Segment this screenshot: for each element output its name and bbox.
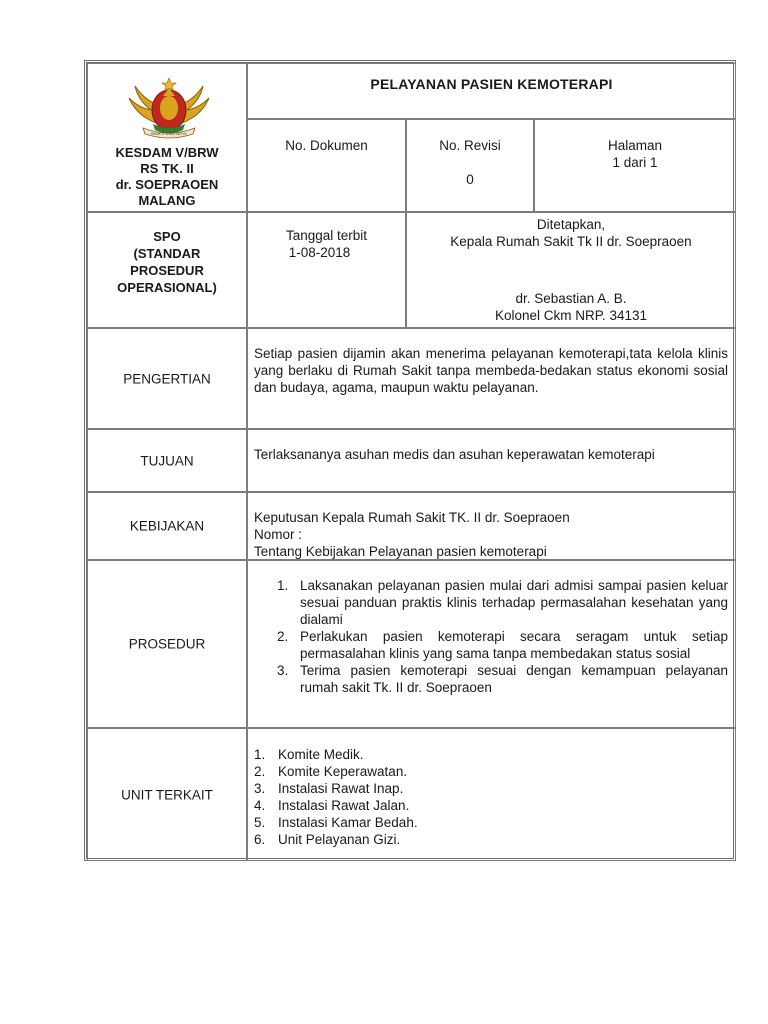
document-title-cell (247, 63, 736, 119)
unit-terkait-label-cell (87, 728, 247, 861)
ditetapkan-cell (406, 212, 736, 328)
tanggal-terbit-label: Tanggal terbit (285, 228, 368, 243)
no-dokumen-cell (247, 119, 406, 212)
prosedur-item (254, 577, 728, 628)
unit-item-text: Unit Pelayanan Gizi. (278, 832, 401, 847)
spo-line-4: OPERASIONAL) (117, 280, 217, 295)
spo-line-2: (STANDAR (133, 246, 201, 261)
unit-item-text: Instalasi Rawat Jalan. (278, 798, 410, 813)
unit-item-text: Instalasi Kamar Bedah. (278, 815, 418, 830)
kebijakan-text (254, 509, 728, 560)
spo-line-1: SPO (153, 229, 181, 244)
jabatan-text: Kepala Rumah Sakit Tk II dr. Soepraoen (450, 234, 692, 249)
tanggal-terbit-cell (247, 212, 406, 328)
unit-item (254, 780, 728, 797)
tujuan-label: TUJUAN (140, 453, 194, 468)
org-line-3: dr. SOEPRAOEN (115, 177, 219, 192)
prosedur-item-number: 2. (277, 629, 289, 644)
spo-title (88, 228, 246, 296)
kebijakan-line-2: Nomor : (254, 527, 303, 542)
unit-item-number: 4. (254, 798, 266, 813)
prosedur-item-text: Laksanakan pelayanan pasien mulai dari admisi sampai pasien keluar sesuai panduan praktis klinis terhadap permasalahan kesehatan yang dialami (300, 578, 728, 627)
unit-item-number: 6. (254, 832, 266, 847)
unit-item-text: Komite Medik. (278, 747, 364, 762)
prosedur-item-number: 1. (277, 578, 289, 593)
unit-item (254, 814, 728, 831)
logo-motto-text: BHAKTI WIRA SATYA (151, 132, 187, 136)
tanggal-terbit-value: 1-08-2018 (288, 245, 351, 260)
halaman-value: 1 dari 1 (612, 155, 658, 170)
ditetapkan-label: Ditetapkan, (536, 217, 606, 232)
no-dokumen-label: No. Dokumen (285, 138, 368, 153)
kebijakan-label-cell (87, 492, 247, 560)
tujuan-label-cell (87, 429, 247, 492)
no-revisi-cell (406, 119, 534, 212)
unit-item-number: 3. (254, 781, 266, 796)
unit-item (254, 746, 728, 763)
unit-terkait-label: UNIT TERKAIT (121, 787, 213, 802)
prosedur-item-number: 3. (277, 663, 289, 678)
kebijakan-line-1: Keputusan Kepala Rumah Sakit TK. II dr. Soepraoen (254, 510, 570, 525)
tujuan-text: Terlaksananya asuhan medis dan asuhan keperawatan kemoterapi (254, 447, 655, 462)
unit-item (254, 763, 728, 780)
pengertian-label: PENGERTIAN (123, 371, 211, 386)
unit-item (254, 831, 728, 848)
unit-item (254, 797, 728, 814)
prosedur-item-text: Perlakukan pasien kemoterapi secara seragam untuk setiap permasalahan klinis yang sama tanpa membedakan status sosial (300, 629, 728, 661)
no-revisi-value: 0 (466, 172, 474, 187)
prosedur-item (254, 662, 728, 696)
kesdam-emblem-icon (123, 76, 215, 140)
unit-item-number: 5. (254, 815, 266, 830)
penandatangan-pangkat: Kolonel Ckm NRP. 34131 (494, 308, 648, 323)
header-logo-cell (87, 63, 247, 212)
halaman-cell (534, 119, 736, 212)
kebijakan-line-3: Tentang Kebijakan Pelayanan pasien kemoterapi (254, 544, 547, 559)
tujuan-content-cell (247, 429, 736, 492)
spo-document-table (84, 60, 736, 861)
pengertian-content-cell (247, 328, 736, 429)
prosedur-item-text: Terima pasien kemoterapi sesuai dengan kemampuan pelayanan rumah sakit Tk. II dr. Soepraoen (300, 663, 728, 695)
kebijakan-label: KEBIJAKAN (129, 518, 205, 534)
pengertian-text: Setiap pasien dijamin akan menerima pelayanan kemoterapi,tata kelola klinis yang berlaku di Rumah Sakit tanpa membeda-bedakan status ekonomi sosial dan budaya, agama, maupun waktu pelayanan. (254, 346, 728, 395)
pengertian-label-cell (87, 328, 247, 429)
spo-line-3: PROSEDUR (130, 263, 204, 278)
prosedur-list (254, 577, 728, 696)
unit-item-text: Instalasi Rawat Inap. (278, 781, 404, 796)
spo-title-cell (87, 212, 247, 328)
prosedur-label: PROSEDUR (128, 636, 206, 652)
no-revisi-label: No. Revisi (439, 138, 501, 153)
organization-name (88, 145, 246, 209)
prosedur-item (254, 628, 728, 662)
prosedur-label-cell (87, 560, 247, 728)
halaman-label: Halaman (607, 138, 663, 153)
unit-item-number: 2. (254, 764, 266, 779)
org-line-4: MALANG (138, 193, 196, 208)
unit-terkait-content-cell (247, 728, 736, 861)
unit-item-text: Komite Keperawatan. (278, 764, 408, 779)
document-title: PELAYANAN PASIEN KEMOTERAPI (370, 76, 613, 92)
org-line-2: RS TK. II (140, 161, 194, 176)
penandatangan-nama: dr. Sebastian A. B. (515, 291, 627, 306)
kebijakan-content-cell (247, 492, 736, 560)
prosedur-content-cell (247, 560, 736, 728)
unit-item-number: 1. (254, 747, 266, 762)
unit-terkait-list (254, 746, 728, 848)
org-line-1: KESDAM V/BRW (115, 145, 219, 160)
